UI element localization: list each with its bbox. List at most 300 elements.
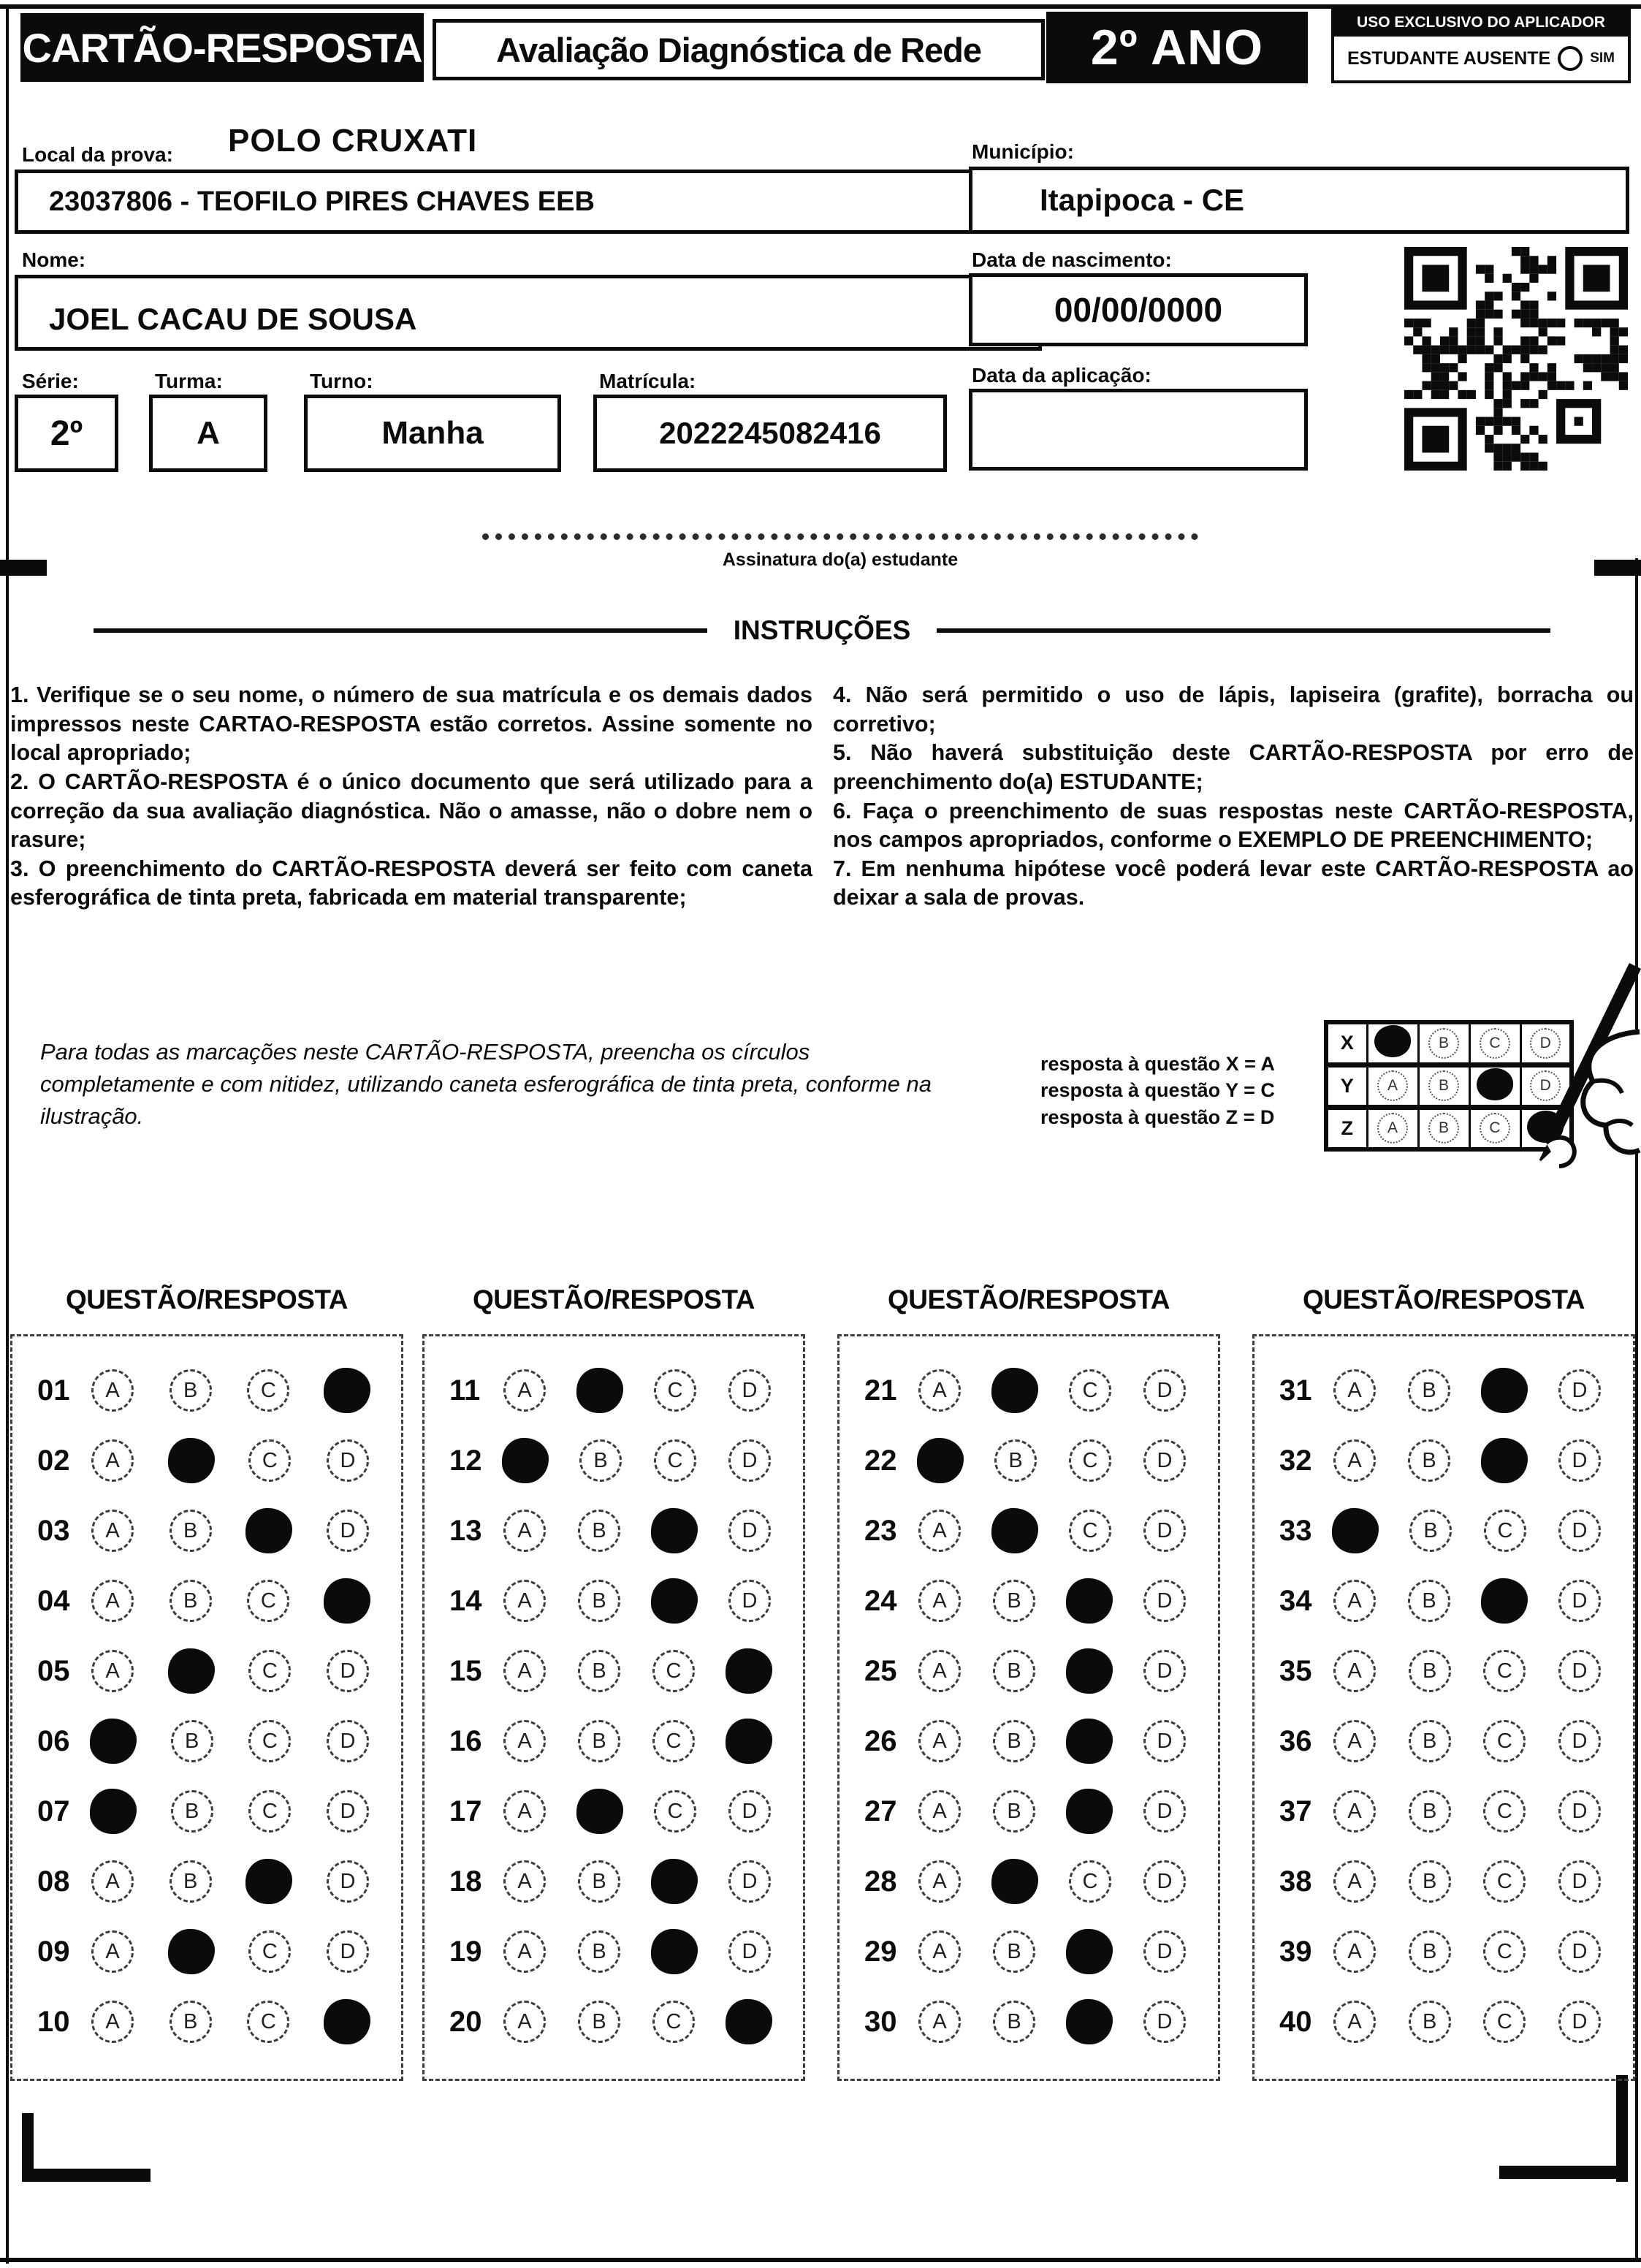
- answer-bubble-28-D[interactable]: D: [1143, 1860, 1186, 1903]
- answer-column-1: [10, 1285, 403, 2081]
- question-number: 40: [1279, 2005, 1312, 2038]
- answer-bubble-34-A[interactable]: A: [1333, 1580, 1376, 1622]
- question-options: [918, 1930, 1218, 1973]
- answer-bubble-04-D-filled[interactable]: [324, 1578, 370, 1624]
- example-question-label: X: [1340, 1032, 1354, 1054]
- answer-bubble-25-D[interactable]: D: [1143, 1650, 1186, 1692]
- question-number: 16: [449, 1724, 482, 1757]
- question-number: 37: [1279, 1795, 1312, 1827]
- answer-column-2: [422, 1285, 805, 2081]
- question-number: 39: [1279, 1935, 1312, 1968]
- answer-bubble-31-C-filled[interactable]: [1481, 1368, 1528, 1413]
- instructions-left-column: [10, 681, 812, 913]
- question-options: [918, 1439, 1218, 1482]
- turno-field: Manha: [304, 395, 561, 472]
- answer-bubble-06-A-filled[interactable]: [90, 1719, 137, 1764]
- question-number: 18: [449, 1865, 482, 1898]
- example-question-label: Z: [1326, 1107, 1367, 1149]
- answer-bubble-11-B-filled[interactable]: [576, 1368, 623, 1413]
- question-options: [91, 1860, 401, 1903]
- answer-bubble-04-B[interactable]: B: [170, 1580, 212, 1622]
- answer-bubble-16-B[interactable]: B: [578, 1720, 620, 1762]
- answer-bubble-34-C-filled[interactable]: [1481, 1578, 1528, 1624]
- answer-bubble-31-A[interactable]: A: [1333, 1369, 1376, 1412]
- question-number: 11: [449, 1374, 481, 1407]
- answer-bubble-35-C[interactable]: C: [1483, 1650, 1526, 1692]
- data-aplicacao-field: [969, 389, 1308, 471]
- answer-bubble-19-B[interactable]: B: [578, 1930, 620, 1973]
- answer-bubble-28-B-filled[interactable]: [991, 1859, 1038, 1904]
- answer-bubble-22-A-filled[interactable]: [917, 1438, 964, 1483]
- example-option-bubble: D: [1530, 1070, 1561, 1101]
- example-option-cell: [1520, 1022, 1572, 1065]
- answer-bubble-23-C[interactable]: C: [1069, 1510, 1111, 1552]
- answer-bubble-29-D[interactable]: D: [1143, 1930, 1186, 1973]
- answer-bubble-15-A[interactable]: A: [503, 1650, 546, 1692]
- aplicador-box-title: USO EXCLUSIVO DO APLICADOR: [1334, 9, 1628, 37]
- answer-bubble-32-D[interactable]: D: [1558, 1439, 1601, 1482]
- question-number: 10: [37, 2005, 70, 2038]
- example-option-bubble: B: [1428, 1028, 1459, 1059]
- answer-bubble-34-D[interactable]: D: [1558, 1580, 1601, 1622]
- answer-bubble-37-B[interactable]: B: [1409, 1790, 1451, 1833]
- sheet-title: CARTÃO-RESPOSTA: [20, 13, 424, 82]
- answer-bubble-37-A[interactable]: A: [1333, 1790, 1376, 1833]
- answer-bubble-05-A[interactable]: A: [91, 1650, 134, 1692]
- answer-bubble-03-A[interactable]: A: [91, 1510, 134, 1552]
- question-options: [91, 1930, 401, 1973]
- answer-bubble-25-C-filled[interactable]: [1066, 1648, 1113, 1694]
- answer-bubble-23-A[interactable]: A: [918, 1510, 961, 1552]
- example-filled-bubble: [1477, 1068, 1513, 1100]
- instructions-heading: [94, 615, 1550, 646]
- question-options: [503, 1369, 803, 1412]
- question-number: 34: [1279, 1584, 1312, 1617]
- answer-bubble-36-B[interactable]: B: [1409, 1720, 1451, 1762]
- answer-bubble-02-B-filled[interactable]: [168, 1438, 215, 1483]
- question-options: [918, 1369, 1218, 1412]
- question-number: 08: [37, 1865, 70, 1898]
- question-options: [503, 1930, 803, 1973]
- answer-bubble-24-B[interactable]: B: [993, 1580, 1035, 1622]
- question-number: 29: [864, 1935, 897, 1968]
- question-row-38: [1254, 1846, 1633, 1917]
- answer-bubble-16-D-filled[interactable]: [726, 1719, 772, 1764]
- question-options: [1333, 1930, 1633, 1973]
- question-number: 26: [864, 1724, 897, 1757]
- answer-bubble-25-A[interactable]: A: [918, 1650, 961, 1692]
- answer-bubble-21-D[interactable]: D: [1143, 1369, 1186, 1412]
- answer-bubble-08-B[interactable]: B: [170, 1860, 212, 1903]
- answer-bubble-17-D[interactable]: D: [728, 1790, 771, 1833]
- example-filled-bubble: [1374, 1025, 1411, 1057]
- answer-bubble-18-C-filled[interactable]: [651, 1859, 698, 1904]
- answer-bubble-16-C[interactable]: C: [652, 1720, 695, 1762]
- registration-mark-top-left: [0, 560, 47, 576]
- question-options: [1333, 1510, 1633, 1552]
- question-options: [1333, 2001, 1633, 2043]
- question-number: 14: [449, 1584, 482, 1617]
- local-da-prova-value: POLO CRUXATI: [228, 123, 478, 159]
- answer-bubble-26-D[interactable]: D: [1143, 1720, 1186, 1762]
- answer-bubble-01-D-filled[interactable]: [324, 1368, 370, 1413]
- example-option-bubble: C: [1480, 1113, 1510, 1143]
- answer-bubble-40-B[interactable]: B: [1409, 2001, 1451, 2043]
- question-row-32: [1254, 1426, 1633, 1496]
- question-options: [503, 1860, 803, 1903]
- serie-label: Série:: [22, 370, 79, 392]
- answer-bubble-23-D[interactable]: D: [1143, 1510, 1186, 1552]
- question-number: 01: [37, 1374, 70, 1407]
- answer-bubble-18-A[interactable]: A: [503, 1860, 546, 1903]
- answer-bubble-15-D-filled[interactable]: [726, 1648, 772, 1694]
- question-row-03: [12, 1496, 401, 1566]
- question-row-35: [1254, 1636, 1633, 1706]
- example-grid-row: [1326, 1022, 1572, 1065]
- answer-bubble-06-D[interactable]: D: [327, 1720, 369, 1762]
- answer-bubble-10-C[interactable]: C: [247, 2001, 289, 2043]
- answer-bubble-05-D[interactable]: D: [327, 1650, 369, 1692]
- answer-bubble-10-A[interactable]: A: [91, 2001, 134, 2043]
- answer-bubble-21-B-filled[interactable]: [991, 1368, 1038, 1413]
- answer-bubble-19-D[interactable]: D: [728, 1930, 771, 1973]
- answer-bubble-05-C[interactable]: C: [248, 1650, 291, 1692]
- example-filled-bubble: [1527, 1111, 1564, 1143]
- question-row-04: [12, 1566, 401, 1636]
- example-option-cell: [1469, 1065, 1520, 1107]
- answer-bubble-07-D[interactable]: D: [327, 1790, 369, 1833]
- question-number: 06: [37, 1724, 70, 1757]
- answer-bubble-22-C[interactable]: C: [1069, 1439, 1111, 1482]
- data-aplicacao-label: Data da aplicação:: [972, 364, 1151, 387]
- answer-bubble-13-B[interactable]: B: [578, 1510, 620, 1552]
- answer-bubble-27-D[interactable]: D: [1143, 1790, 1186, 1833]
- answer-bubble-36-A[interactable]: A: [1333, 1720, 1376, 1762]
- answer-bubble-06-C[interactable]: C: [248, 1720, 291, 1762]
- question-row-20: [424, 1987, 803, 2057]
- answer-bubble-12-C[interactable]: C: [654, 1439, 696, 1482]
- answer-bubble-18-D[interactable]: D: [728, 1860, 771, 1903]
- answer-bubble-40-A[interactable]: A: [1333, 2001, 1376, 2043]
- answer-bubble-21-A[interactable]: A: [918, 1369, 961, 1412]
- example-option-cell: [1520, 1107, 1572, 1149]
- turma-label: Turma:: [155, 370, 223, 392]
- question-options: [503, 1439, 803, 1482]
- answer-bubble-34-B[interactable]: B: [1408, 1580, 1450, 1622]
- municipio-field: Itapipoca - CE: [969, 167, 1629, 234]
- estudante-ausente-label: ESTUDANTE AUSENTE: [1347, 47, 1551, 69]
- answer-bubble-29-B[interactable]: B: [993, 1930, 1035, 1973]
- answer-bubble-21-C[interactable]: C: [1069, 1369, 1111, 1412]
- answer-bubble-03-C-filled[interactable]: [245, 1508, 292, 1553]
- question-number: 25: [864, 1654, 897, 1687]
- answer-bubble-40-C[interactable]: C: [1483, 2001, 1526, 2043]
- answer-bubble-11-D[interactable]: D: [728, 1369, 771, 1412]
- question-row-15: [424, 1636, 803, 1706]
- answer-bubble-05-B-filled[interactable]: [168, 1648, 215, 1694]
- answer-bubble-33-A-filled[interactable]: [1332, 1508, 1379, 1553]
- answer-bubble-15-C[interactable]: C: [652, 1650, 695, 1692]
- answer-bubble-06-B[interactable]: B: [171, 1720, 213, 1762]
- answer-bubble-30-C-filled[interactable]: [1066, 1999, 1113, 2044]
- answer-bubble-24-A[interactable]: A: [918, 1580, 961, 1622]
- turma-field: A: [149, 395, 267, 472]
- school-field: 23037806 - TEOFILO PIRES CHAVES EEB: [15, 170, 1042, 234]
- answer-bubble-33-C[interactable]: C: [1484, 1510, 1526, 1552]
- answer-bubble-36-C[interactable]: C: [1483, 1720, 1526, 1762]
- example-option-bubble: B: [1428, 1070, 1459, 1101]
- example-instructions-text: Para todas as marcações neste CARTÃO-RESPOSTA, preencha os círculos completamente e com nitidez, utilizando caneta esferográfica de tinta preta, conforme na ilustração.: [40, 1039, 932, 1130]
- answer-bubble-40-D[interactable]: D: [1558, 2001, 1601, 2043]
- municipio-label: Município:: [972, 140, 1074, 163]
- answer-bubble-26-C-filled[interactable]: [1066, 1719, 1113, 1764]
- answer-bubble-33-B[interactable]: B: [1409, 1510, 1452, 1552]
- answer-bubble-12-B[interactable]: B: [579, 1439, 622, 1482]
- answer-bubble-28-C[interactable]: C: [1069, 1860, 1111, 1903]
- instruction-item: 2. O CARTÃO-RESPOSTA é o único documento que será utilizado para a correção da sua avaliação diagnóstica. Não o amasse, não o dobre nem o rasure;: [10, 769, 812, 853]
- question-number: 21: [864, 1374, 897, 1407]
- question-row-31: [1254, 1355, 1633, 1426]
- example-legend-line: resposta à questão Z = D: [1040, 1106, 1275, 1128]
- instructions-title: INSTRUÇÕES: [733, 615, 911, 645]
- question-options: [503, 1510, 803, 1552]
- data-nascimento-field: 00/00/0000: [969, 273, 1308, 346]
- answer-bubble-02-D[interactable]: D: [327, 1439, 369, 1482]
- answer-bubble-07-B[interactable]: B: [171, 1790, 213, 1833]
- question-row-10: [12, 1987, 401, 2057]
- question-options: [1333, 1720, 1633, 1762]
- example-option-cell: [1418, 1107, 1469, 1149]
- answer-bubble-17-C[interactable]: C: [654, 1790, 696, 1833]
- answer-bubble-39-A[interactable]: A: [1333, 1930, 1376, 1973]
- registration-mark-bottom-left-foot: [22, 2169, 151, 2182]
- answer-bubble-03-B[interactable]: B: [170, 1510, 212, 1552]
- answer-bubble-38-B[interactable]: B: [1409, 1860, 1451, 1903]
- example-option-cell: [1418, 1022, 1469, 1065]
- example-grid-row: [1326, 1107, 1572, 1149]
- question-row-24: [839, 1566, 1218, 1636]
- answer-bubble-09-C[interactable]: C: [248, 1930, 291, 1973]
- answer-bubble-29-C-filled[interactable]: [1066, 1929, 1113, 1974]
- question-row-07: [12, 1776, 401, 1846]
- answer-bubble-31-D[interactable]: D: [1558, 1369, 1601, 1412]
- answer-bubble-24-C-filled[interactable]: [1066, 1578, 1113, 1624]
- question-options: [91, 1580, 401, 1622]
- answer-bubble-22-B[interactable]: B: [994, 1439, 1037, 1482]
- answer-bubble-36-D[interactable]: D: [1558, 1720, 1601, 1762]
- estudante-ausente-bubble[interactable]: [1558, 46, 1583, 71]
- question-options: [918, 1720, 1218, 1762]
- answer-bubble-37-C[interactable]: C: [1483, 1790, 1526, 1833]
- question-number: 33: [1279, 1514, 1312, 1547]
- estudante-ausente-sim-label: SIM: [1590, 50, 1615, 66]
- answer-bubble-14-C-filled[interactable]: [651, 1578, 698, 1624]
- example-legend: [1040, 1051, 1275, 1130]
- question-options: [503, 1790, 803, 1833]
- answer-bubble-38-A[interactable]: A: [1333, 1860, 1376, 1903]
- question-row-36: [1254, 1706, 1633, 1776]
- question-row-02: [12, 1426, 401, 1496]
- answer-bubble-32-A[interactable]: A: [1333, 1439, 1376, 1482]
- answer-bubble-07-A-filled[interactable]: [90, 1789, 137, 1834]
- answer-bubble-13-D[interactable]: D: [728, 1510, 771, 1552]
- question-options: [1333, 1860, 1633, 1903]
- matricula-field: 2022245082416: [593, 395, 947, 472]
- right-border-line: [1635, 558, 1638, 2261]
- answer-bubble-13-C-filled[interactable]: [651, 1508, 698, 1553]
- answer-bubble-38-C[interactable]: C: [1483, 1860, 1526, 1903]
- question-number: 31: [1279, 1374, 1312, 1407]
- example-grid: [1324, 1020, 1574, 1152]
- answer-bubble-09-D[interactable]: D: [327, 1930, 369, 1973]
- answer-bubble-07-C[interactable]: C: [248, 1790, 291, 1833]
- answer-bubble-03-D[interactable]: D: [327, 1510, 369, 1552]
- answer-bubble-35-A[interactable]: A: [1333, 1650, 1376, 1692]
- answer-bubble-30-A[interactable]: A: [918, 2001, 961, 2043]
- answer-column-header: QUESTÃO/RESPOSTA: [1302, 1285, 1585, 1314]
- answer-bubble-10-D-filled[interactable]: [324, 1999, 370, 2044]
- answer-bubble-01-B[interactable]: B: [170, 1369, 212, 1412]
- answer-bubble-23-B-filled[interactable]: [991, 1508, 1038, 1553]
- instructions-right-column: [833, 681, 1634, 913]
- serie-field: 2º: [15, 395, 118, 472]
- answer-bubble-09-A[interactable]: A: [91, 1930, 134, 1973]
- answer-bubble-19-C-filled[interactable]: [651, 1929, 698, 1974]
- question-number: 27: [864, 1795, 897, 1827]
- answer-bubble-15-B[interactable]: B: [578, 1650, 620, 1692]
- question-number: 05: [37, 1654, 70, 1687]
- example-option-bubble: A: [1377, 1070, 1408, 1101]
- answer-bubble-04-A[interactable]: A: [91, 1580, 134, 1622]
- question-number: 38: [1279, 1865, 1312, 1898]
- question-row-18: [424, 1846, 803, 1917]
- question-row-09: [12, 1917, 401, 1987]
- example-option-bubble: B: [1428, 1113, 1459, 1143]
- left-border-line: [6, 4, 9, 2264]
- answer-bubble-12-A-filled[interactable]: [502, 1438, 549, 1483]
- question-number: 13: [449, 1514, 482, 1547]
- question-number: 15: [449, 1654, 482, 1687]
- question-number: 28: [864, 1865, 897, 1898]
- example-grid-row: [1326, 1065, 1572, 1107]
- answer-bubble-39-B[interactable]: B: [1409, 1930, 1451, 1973]
- answer-bubble-26-B[interactable]: B: [993, 1720, 1035, 1762]
- question-options: [1333, 1439, 1633, 1482]
- answer-bubble-02-C[interactable]: C: [248, 1439, 291, 1482]
- question-options: [918, 1860, 1218, 1903]
- answer-column-header: QUESTÃO/RESPOSTA: [65, 1285, 349, 1314]
- answer-bubble-18-B[interactable]: B: [578, 1860, 620, 1903]
- answer-bubble-22-D[interactable]: D: [1143, 1439, 1186, 1482]
- answer-bubble-35-D[interactable]: D: [1558, 1650, 1601, 1692]
- answer-bubble-30-B[interactable]: B: [993, 2001, 1035, 2043]
- answer-bubble-20-B[interactable]: B: [578, 2001, 620, 2043]
- answer-bubble-20-D-filled[interactable]: [726, 1999, 772, 2044]
- answer-bubble-12-D[interactable]: D: [728, 1439, 771, 1482]
- answer-bubble-25-B[interactable]: B: [993, 1650, 1035, 1692]
- answer-bubble-14-D[interactable]: D: [728, 1580, 771, 1622]
- question-options: [503, 1650, 803, 1692]
- answer-bubble-01-A[interactable]: A: [91, 1369, 134, 1412]
- answer-bubble-02-A[interactable]: A: [91, 1439, 134, 1482]
- question-row-14: [424, 1566, 803, 1636]
- question-number: 03: [37, 1514, 70, 1547]
- answer-bubble-27-B[interactable]: B: [993, 1790, 1035, 1833]
- answer-bubble-32-C-filled[interactable]: [1481, 1438, 1528, 1483]
- answer-bubble-31-B[interactable]: B: [1408, 1369, 1450, 1412]
- question-row-16: [424, 1706, 803, 1776]
- question-number: 35: [1279, 1654, 1312, 1687]
- answer-bubble-27-C-filled[interactable]: [1066, 1789, 1113, 1834]
- answer-bubble-32-B[interactable]: B: [1408, 1439, 1450, 1482]
- answer-bubble-37-D[interactable]: D: [1558, 1790, 1601, 1833]
- answer-bubble-08-C-filled[interactable]: [245, 1859, 292, 1904]
- answer-bubble-33-D[interactable]: D: [1558, 1510, 1601, 1552]
- answer-bubble-14-B[interactable]: B: [578, 1580, 620, 1622]
- answer-bubble-38-D[interactable]: D: [1558, 1860, 1601, 1903]
- answer-bubble-39-C[interactable]: C: [1483, 1930, 1526, 1973]
- answer-bubble-29-A[interactable]: A: [918, 1930, 961, 1973]
- answer-column-3: [837, 1285, 1220, 2081]
- example-question-label: Y: [1326, 1065, 1367, 1107]
- qr-code: [1404, 247, 1628, 471]
- answer-column-4: [1252, 1285, 1635, 2081]
- answer-bubble-17-B-filled[interactable]: [576, 1789, 623, 1834]
- example-option-cell: [1469, 1107, 1520, 1149]
- question-options: [503, 2001, 803, 2043]
- answer-bubble-11-A[interactable]: A: [503, 1369, 546, 1412]
- answer-bubble-17-A[interactable]: A: [503, 1790, 546, 1833]
- instruction-item: 4. Não será permitido o uso de lápis, lapiseira (grafite), borracha ou corretivo;: [833, 682, 1634, 737]
- nome-field: JOEL CACAU DE SOUSA: [15, 275, 1042, 351]
- answer-bubble-20-A[interactable]: A: [503, 2001, 546, 2043]
- answer-bubble-26-A[interactable]: A: [918, 1720, 961, 1762]
- answer-bubble-28-A[interactable]: A: [918, 1860, 961, 1903]
- question-row-39: [1254, 1917, 1633, 1987]
- answer-bubble-19-A[interactable]: A: [503, 1930, 546, 1973]
- answer-bubble-08-D[interactable]: D: [327, 1860, 369, 1903]
- answer-bubble-04-C[interactable]: C: [247, 1580, 289, 1622]
- answer-bubble-39-D[interactable]: D: [1558, 1930, 1601, 1973]
- answer-bubble-08-A[interactable]: A: [91, 1860, 134, 1903]
- answer-bubble-30-D[interactable]: D: [1143, 2001, 1186, 2043]
- question-number: 30: [864, 2005, 897, 2038]
- answer-bubble-13-A[interactable]: A: [503, 1510, 546, 1552]
- question-options: [91, 2001, 401, 2043]
- answer-bubble-10-B[interactable]: B: [170, 2001, 212, 2043]
- answer-bubble-20-C[interactable]: C: [652, 2001, 695, 2043]
- answer-bubble-16-A[interactable]: A: [503, 1720, 546, 1762]
- answer-bubble-27-A[interactable]: A: [918, 1790, 961, 1833]
- answer-bubble-14-A[interactable]: A: [503, 1580, 546, 1622]
- example-option-cell: [1367, 1107, 1418, 1149]
- example-option-cell: [1520, 1065, 1572, 1107]
- answer-bubble-35-B[interactable]: B: [1409, 1650, 1451, 1692]
- answer-bubble-11-C[interactable]: C: [654, 1369, 696, 1412]
- question-number: 32: [1279, 1444, 1312, 1477]
- answer-column-header: QUESTÃO/RESPOSTA: [472, 1285, 755, 1314]
- question-row-29: [839, 1917, 1218, 1987]
- question-options: [1333, 1580, 1633, 1622]
- question-options: [1333, 1369, 1633, 1412]
- instruction-item: 6. Faça o preenchimento de suas respostas neste CARTÃO-RESPOSTA, nos campos apropriados, conforme o EXEMPLO DE PREENCHIMENTO;: [833, 798, 1634, 853]
- data-nascimento-label: Data de nascimento:: [972, 248, 1172, 271]
- answer-bubble-09-B-filled[interactable]: [168, 1929, 215, 1974]
- answer-bubble-24-D[interactable]: D: [1143, 1580, 1186, 1622]
- signature-line[interactable]: [482, 533, 1198, 540]
- answer-bubble-01-C[interactable]: C: [247, 1369, 289, 1412]
- question-options: [91, 1790, 401, 1833]
